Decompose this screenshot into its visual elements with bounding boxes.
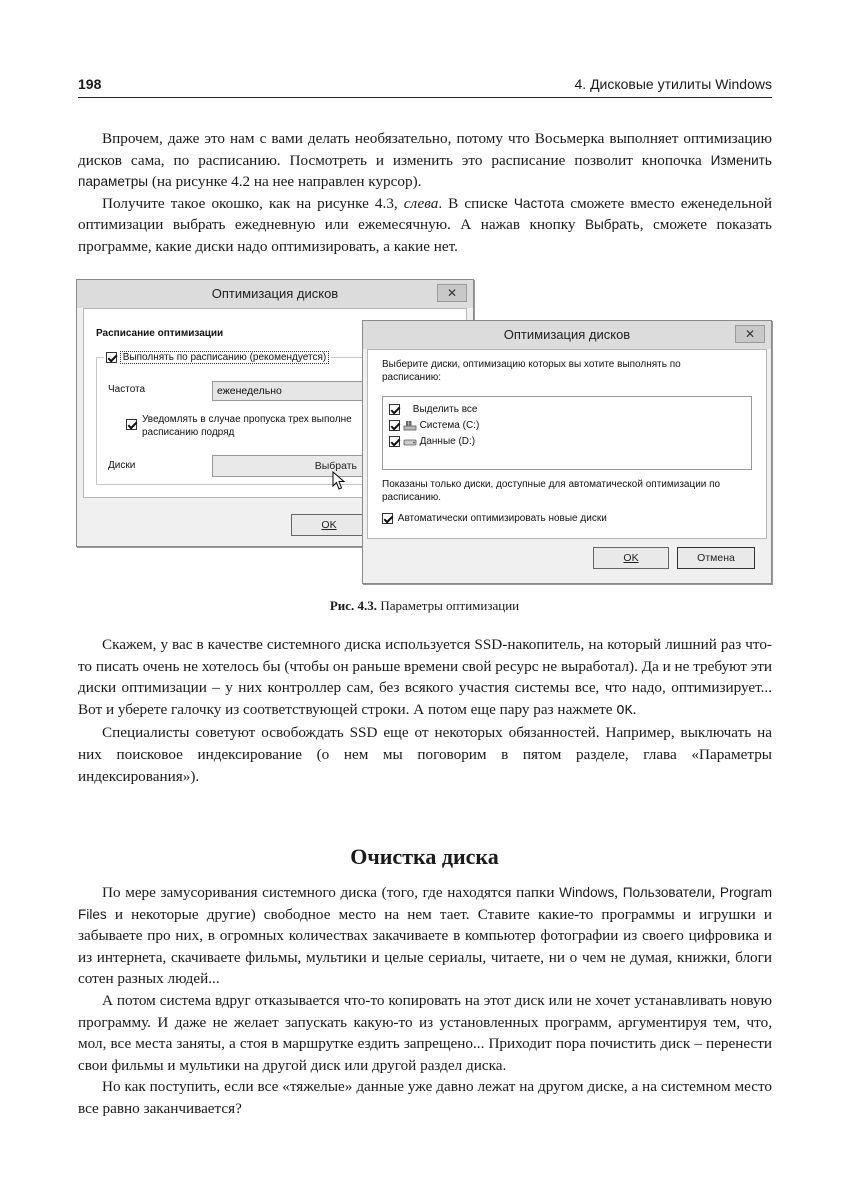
- caption-label: Рис. 4.3.: [329, 598, 378, 613]
- paragraph: [78, 634, 772, 722]
- text-run: Скажем, у вас в качестве системного диска используется SSD-накопитель, на который лишний раз что-то писать очень не хотелось бы (чтобы он раньше времени свой ресурс не выработал). Да и не требуют эти диски оптимизации – у них контроллер сам, без всякого участия системы все, что надо, оптимизирует... Вот и уберете галочку из соответствующей строки. А потом еще пару раз нажмете: [78, 636, 772, 718]
- text-run: А потом система вдруг отказывается что-то копировать на этот диск или не хочет устанавливать новую программу. И даже не желает запускать какую-то из установленных программ, аргументируя тем, что, мол, все места заняты, а стоя в маршрутке ездить запрещено... Приходит пора почистить диск – перенести свои фильмы и мультики на другой диск или другой раздел диска.: [78, 991, 772, 1074]
- notify-checkbox[interactable]: [126, 419, 137, 430]
- notify-row[interactable]: [128, 413, 352, 439]
- frequency-dropdown[interactable]: [212, 381, 372, 401]
- ok-button[interactable]: [291, 514, 367, 536]
- text-run: (на рисунке 4.2 на нее направлен курсор).: [148, 173, 422, 191]
- text-run: Получите такое окошко, как на рисунке 4.3,: [102, 194, 404, 212]
- note-text: [382, 478, 720, 504]
- notify-label-line1: Уведомлять в случае пропуска трех выполне: [142, 414, 352, 425]
- drive-label: Данные (D:): [419, 436, 476, 447]
- drive-list-item[interactable]: [389, 419, 479, 432]
- section-text: [78, 882, 772, 1120]
- frequency-label: Частота: [108, 384, 146, 395]
- text-run: ,: [711, 884, 720, 901]
- text-run: Но как поступить, если все «тяжелые» данные уже давно лежат на другом диске, а на системном место все равно заканчивается?: [78, 1078, 772, 1117]
- drive-icon: [403, 436, 417, 447]
- system-drive-icon: [403, 420, 417, 431]
- ok-button-label: OK: [321, 519, 337, 531]
- note-line: расписанию.: [382, 492, 442, 503]
- instruction-text: [382, 358, 681, 384]
- drive-checkbox[interactable]: [389, 436, 400, 447]
- text-run: ,: [614, 884, 623, 901]
- section-heading: Очистка диска: [350, 844, 499, 869]
- drive-list-item[interactable]: [389, 435, 475, 448]
- ui-term: Windows: [559, 885, 615, 900]
- drive-selection-dialog: [362, 320, 772, 584]
- running-head: 4. Дисковые утилиты Windows: [574, 76, 772, 92]
- drive-label: Выделить все: [412, 404, 478, 415]
- cancel-button[interactable]: [677, 547, 755, 569]
- cancel-button-label: Отмена: [697, 552, 735, 564]
- auto-optimize-row[interactable]: [382, 512, 607, 525]
- caption-text: Параметры оптимизации: [377, 598, 520, 613]
- drive-checkbox[interactable]: [389, 420, 400, 431]
- titlebar: [363, 321, 771, 349]
- paragraph: [78, 722, 772, 787]
- note-line: Показаны только диски, доступные для автоматической оптимизации по: [382, 479, 721, 490]
- paragraph: [78, 1076, 772, 1119]
- intro-text: [78, 128, 772, 258]
- text-run: По мере замусоривания системного диска (того, где находятся папки: [102, 884, 560, 901]
- frequency-value: еженедельно: [217, 385, 282, 397]
- run-on-schedule-row[interactable]: [104, 351, 331, 364]
- choose-button-label: Выбрать: [314, 460, 357, 472]
- ui-term: Выбрать: [584, 217, 640, 233]
- text-run: и некоторые другие) свободное место на нем тает. Ставите какие-то программы и игрушки и забываете про них, в огромных количествах закачиваете в компьютер фотографии из своего цифровика и из интернета, скачиваете фильмы, мультики и целые сериалы, читаете, ни о чем не думая, книжки, блоги сотен разных людей...: [78, 905, 772, 988]
- paragraph: [78, 128, 772, 193]
- mouse-cursor-icon: [332, 471, 348, 491]
- auto-optimize-checkbox[interactable]: [382, 513, 393, 524]
- ui-term: OK: [616, 703, 633, 719]
- dialog-title: Оптимизация дисков: [503, 327, 631, 342]
- ui-term: Частота: [513, 195, 565, 211]
- auto-optimize-label: Автоматически оптимизировать новые диски: [397, 513, 607, 524]
- run-on-schedule-label: Выполнять по расписанию (рекомендуется): [120, 351, 329, 364]
- titlebar: [77, 280, 473, 308]
- text-run: сможете вместо еженедельной оптимизации выбрать ежедневную или ежемесячную. А нажав кнопку: [78, 194, 772, 234]
- instruction-line: расписанию:: [382, 372, 442, 383]
- text-run: , сможете показать программе, какие диски надо оптимизировать, а какие нет.: [78, 216, 772, 255]
- drive-label: Система (C:): [419, 420, 480, 431]
- ok-button[interactable]: [593, 547, 669, 569]
- paragraph: [78, 193, 772, 258]
- text-run: . В списке: [438, 194, 514, 212]
- middle-text: [78, 634, 772, 787]
- close-icon: ✕: [744, 327, 756, 341]
- drives-label: Диски: [108, 460, 136, 471]
- page-number: 198: [78, 76, 102, 92]
- drive-list-item[interactable]: [389, 403, 477, 416]
- text-run: Впрочем, даже это нам с вами делать необязательно, потому что Восьмерка выполняет оптимизацию дисков сама, по расписанию. Посмотреть и изменить это расписание позволит кнопочка: [78, 130, 772, 169]
- ui-term: Program Files: [78, 885, 773, 922]
- select-all-checkbox[interactable]: [389, 404, 400, 415]
- figure-caption: [0, 598, 849, 614]
- close-button[interactable]: [735, 325, 765, 343]
- paragraph: [78, 990, 772, 1076]
- text-run: Специалисты советуют освобождать SSD еще от некоторых обязанностей. Например, выключать на них поисковое индексирование (о нем мы поговорим в пятом разделе, глава «Параметры индексирования»).: [78, 724, 772, 785]
- instruction-line: Выберите диски, оптимизацию которых вы хотите выполнять по: [382, 359, 681, 370]
- choose-button[interactable]: [212, 455, 372, 477]
- dialog-body: [367, 349, 767, 539]
- close-icon: ✕: [446, 286, 458, 300]
- drive-list: [382, 396, 752, 470]
- run-on-schedule-checkbox[interactable]: [106, 352, 117, 363]
- page-header: [78, 76, 772, 98]
- close-button[interactable]: [437, 284, 467, 302]
- emphasis: слева: [403, 194, 439, 212]
- section-title: Расписание оптимизации: [96, 328, 224, 339]
- paragraph: [78, 882, 772, 990]
- ui-term: Пользователи: [622, 885, 712, 900]
- text-run: .: [632, 700, 637, 718]
- ok-button-label: OK: [623, 552, 639, 564]
- dialog-title: Оптимизация дисков: [211, 286, 339, 301]
- ui-term: Изменить параметры: [78, 152, 772, 190]
- notify-label-line2: расписанию подряд: [142, 427, 235, 438]
